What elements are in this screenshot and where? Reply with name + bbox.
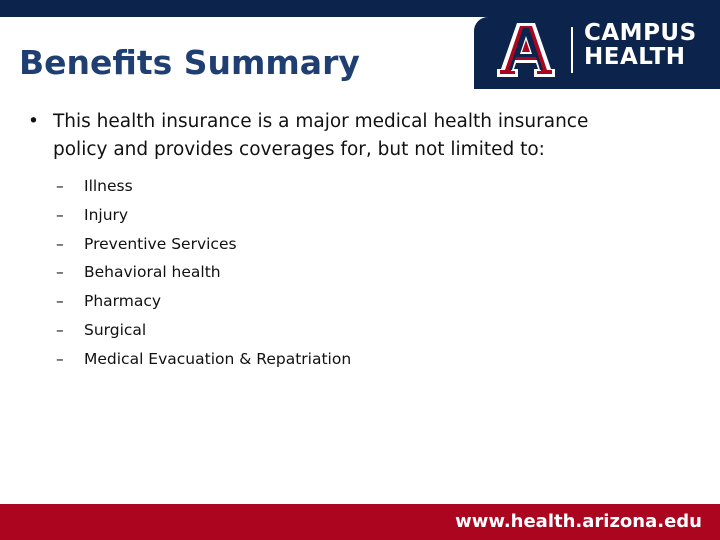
coverage-pharmacy: Pharmacy <box>84 292 162 311</box>
coverage-preventive-services: Preventive Services <box>84 234 237 253</box>
main-content <box>28 108 648 374</box>
dash-icon: – <box>56 320 64 339</box>
coverage-list <box>28 172 648 374</box>
coverage-behavioral-health: Behavioral health <box>84 263 221 282</box>
footer-bar <box>0 504 720 540</box>
coverage-illness: Illness <box>84 177 133 195</box>
list-item <box>56 172 648 201</box>
list-item <box>56 287 648 316</box>
coverage-surgical: Surgical <box>84 320 147 339</box>
logo-wordmark <box>584 21 714 69</box>
dash-icon: – <box>56 177 64 195</box>
university-of-arizona-block-a-logo <box>496 19 556 79</box>
page-title: Benefits Summary <box>19 43 360 82</box>
list-item <box>56 316 648 345</box>
campus-health-logo <box>474 17 720 89</box>
dash-icon: – <box>56 263 64 282</box>
coverage-medical-evacuation: Medical Evacuation & Repatriation <box>84 349 352 368</box>
intro-text: This health insurance is a major medical health insurance policy and provides coverages for, but not limited to: <box>53 111 589 160</box>
footer-website-link[interactable]: www.health.arizona.edu <box>455 511 702 532</box>
dash-icon: – <box>56 349 64 368</box>
logo-line-health: HEALTH <box>584 44 686 70</box>
bullet-icon: • <box>28 111 39 132</box>
coverage-injury: Injury <box>84 205 129 224</box>
dash-icon: – <box>56 234 64 253</box>
dash-icon: – <box>56 205 64 224</box>
logo-divider <box>571 27 573 73</box>
dash-icon: – <box>56 292 64 311</box>
list-item <box>56 258 648 287</box>
intro-bullet <box>28 108 648 164</box>
list-item <box>56 201 648 230</box>
list-item <box>56 345 648 374</box>
list-item <box>56 230 648 259</box>
logo-line-campus: CAMPUS <box>584 20 697 46</box>
top-navy-bar <box>0 0 720 17</box>
